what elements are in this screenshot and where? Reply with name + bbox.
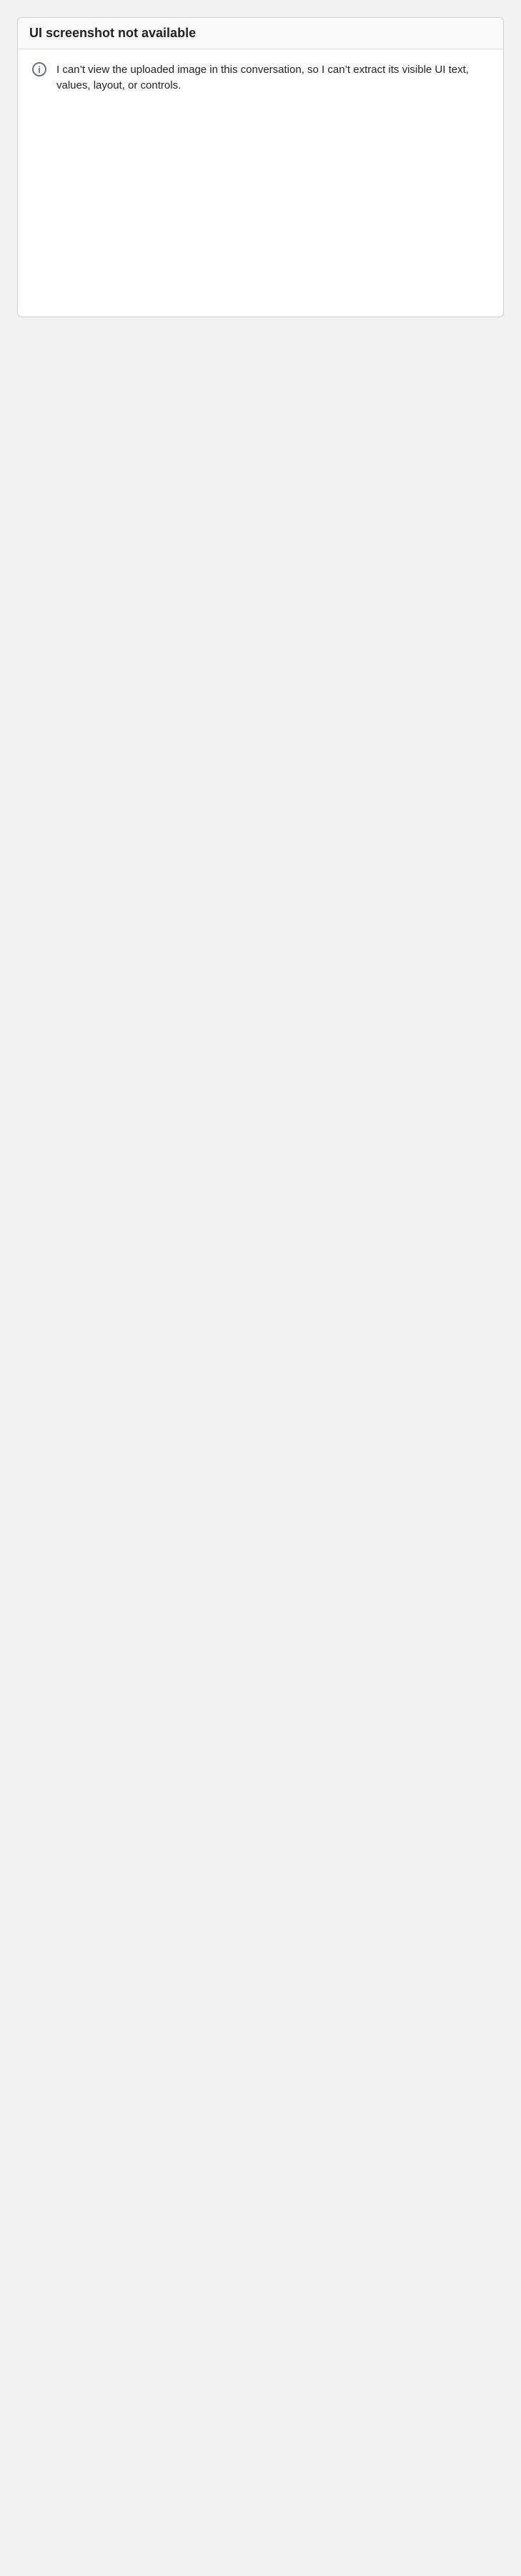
window-titlebar bbox=[18, 18, 503, 49]
placeholder-window bbox=[17, 17, 504, 317]
info-icon: i bbox=[32, 62, 46, 76]
window-title: UI screenshot not available bbox=[29, 26, 197, 40]
unavailable-image-message: I can’t view the uploaded image in this conversation, so I can’t extract its visible UI text, values, layout, or controls. bbox=[56, 64, 469, 91]
notice-content bbox=[18, 49, 503, 106]
